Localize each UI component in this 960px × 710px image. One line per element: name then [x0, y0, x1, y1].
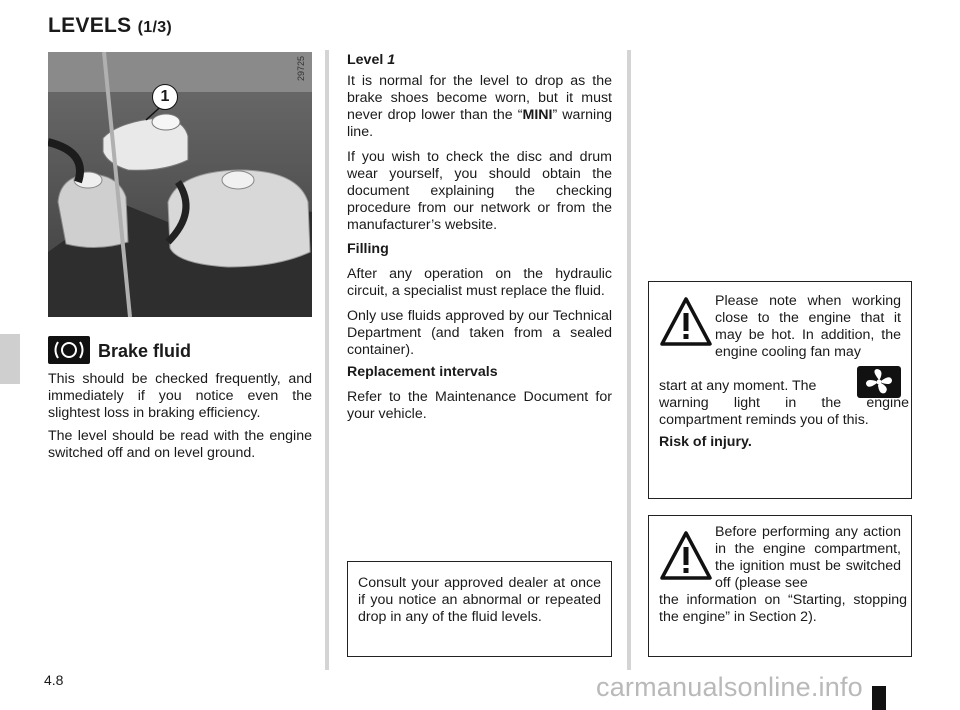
brake-fluid-para-2: The level should be read with the engine switched off and on level ground. [48, 428, 312, 461]
hot-engine-warning-box [648, 281, 912, 499]
level-text-a: It is normal for the level to drop as the brake shoes become worn, but it must never drop lower than the “ [347, 73, 612, 123]
level-number: 1 [387, 52, 396, 68]
callout-marker: 1 [152, 84, 178, 110]
column-divider-right [627, 50, 631, 670]
site-watermark: carmanualsonline.info [596, 672, 863, 702]
page-corner-marker [872, 686, 886, 710]
warning-triangle-icon-glyph [659, 296, 713, 348]
replacement-heading: Replacement intervals [347, 364, 498, 380]
brake-warning-icon-glyph [48, 336, 90, 364]
consult-dealer-text: Consult your approved dealer at once if you notice an abnormal or repeated drop in any of the fluid levels. [358, 575, 601, 625]
risk-of-injury-label: Risk of injury. [659, 434, 752, 450]
filling-heading: Filling [347, 241, 389, 257]
replacement-paragraph: Refer to the Maintenance Document for your vehicle. [347, 389, 612, 422]
approved-fluids-paragraph: Only use fluids approved by our Technical Department (and taken from a sealed container). [347, 308, 612, 358]
level-heading [347, 52, 395, 68]
brake-fluid-para-1: This should be checked frequently, and immediately if you notice even the slightest loss in braking efficiency. [48, 371, 312, 421]
disc-drum-paragraph: If you wish to check the disc and drum wear yourself, you should obtain the document explaining the checking procedure from our network or from the manufacturer’s website. [347, 149, 612, 233]
consult-dealer-box [347, 561, 612, 657]
engine-photo [48, 52, 312, 317]
hot-engine-warning-mid: start at any moment. The [659, 378, 817, 394]
engine-photo-illustration [48, 52, 312, 317]
page-title [48, 14, 172, 38]
page-number: 4.8 [44, 672, 64, 688]
hot-engine-warning-bottom: warning light in the engine compartment reminds you of this. [659, 395, 909, 428]
brake-fluid-heading: Brake fluid [98, 341, 192, 361]
column-divider-left [325, 50, 329, 670]
level-label: Level [347, 52, 384, 68]
fan-warning-icon [857, 366, 901, 398]
warning-triangle-icon [659, 296, 713, 353]
ignition-off-warning-box [648, 515, 912, 657]
ignition-off-warning-bottom: the information on “Starting, stopping the engine” in Section 2). [659, 592, 907, 625]
brake-warning-icon [48, 336, 90, 364]
section-tab [0, 334, 20, 384]
warning-triangle-icon-2 [659, 530, 713, 587]
fan-warning-icon-glyph [857, 366, 901, 398]
page-title-text: LEVELS [48, 14, 132, 37]
level-text-b: ” warning line. [347, 107, 612, 140]
hot-engine-warning-top: Please note when working close to the engine that it may be hot. In addition, the engine cooling fan may [715, 293, 901, 360]
filling-paragraph: After any operation on the hydraulic circuit, a specialist must replace the fluid. [347, 266, 612, 299]
photo-reference-code: 29725 [296, 56, 306, 82]
level-paragraph [347, 73, 612, 141]
warning-triangle-icon-2-glyph [659, 530, 713, 582]
ignition-off-warning-top: Before performing any action in the engine compartment, the ignition must be switched off (please see [715, 524, 901, 591]
page-title-part: (1/3) [137, 19, 173, 36]
mini-mark: MINI [522, 107, 553, 123]
